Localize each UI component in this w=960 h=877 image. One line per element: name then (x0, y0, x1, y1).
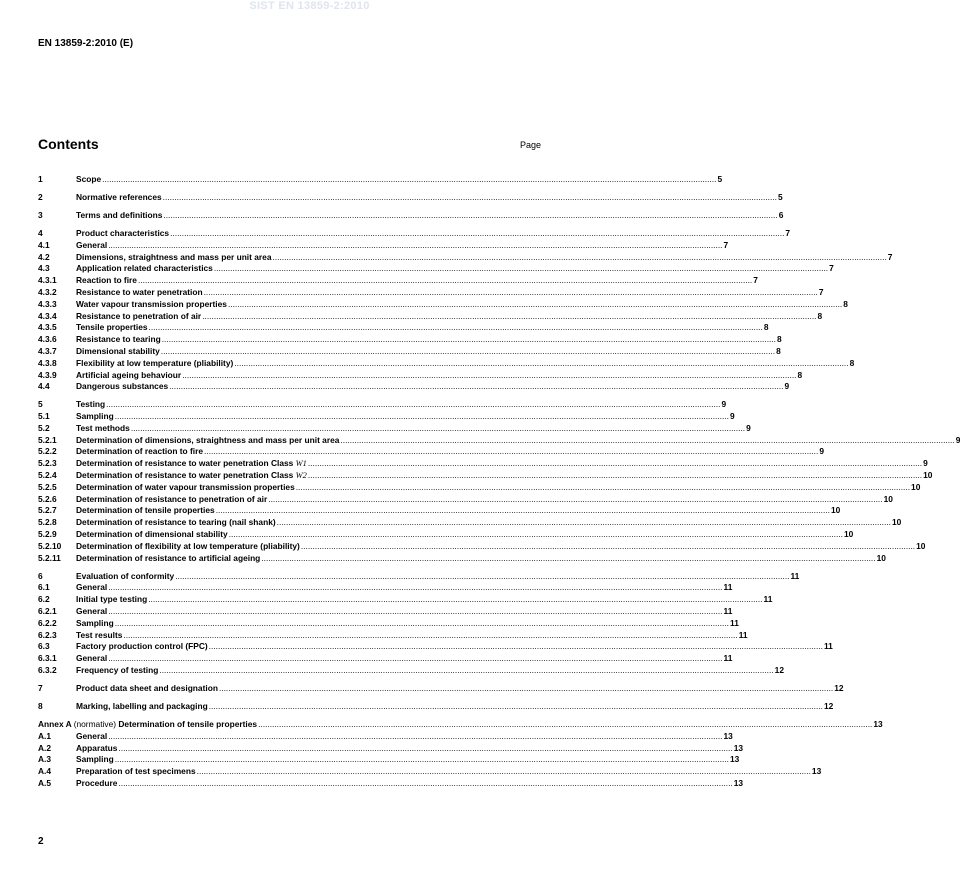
dot-leader (148, 594, 762, 606)
toc-entry-title (76, 470, 307, 482)
toc-entry-number: 4.3.1 (38, 275, 57, 286)
toc-entry-title-text: Determination of reaction to fire (76, 446, 204, 457)
toc-entry-title (76, 630, 122, 642)
toc-entry[interactable] (38, 251, 893, 264)
toc-entry[interactable] (38, 766, 822, 778)
toc-entry-title-text: Marking, labelling and packaging (76, 700, 208, 711)
toc-entry-page: 11 (730, 617, 739, 628)
toc-entry-number: 4.3.2 (38, 286, 57, 297)
dot-leader (197, 766, 811, 778)
dot-leader (308, 458, 922, 470)
toc-entry-page: 11 (723, 653, 733, 664)
document-id: EN 13859-2:2010 (E) (38, 38, 134, 49)
dot-leader (106, 399, 720, 411)
dot-leader (170, 228, 784, 240)
toc-entry-title-text: Application related characteristics (76, 263, 213, 274)
table-of-contents (38, 174, 960, 790)
toc-entry-title (76, 192, 162, 204)
toc-entry[interactable] (38, 653, 733, 665)
dot-leader (118, 743, 732, 755)
toc-entry-page: 6 (778, 209, 784, 220)
toc-entry-page: 12 (774, 665, 784, 676)
dot-leader (204, 446, 818, 458)
toc-entry-title-text: Dimensions, straightness and mass per unit area (76, 251, 272, 262)
toc-entry-title (76, 399, 105, 411)
dot-leader (204, 287, 818, 299)
toc-entry-title (76, 743, 117, 755)
toc-entry[interactable] (38, 570, 800, 583)
toc-entry-number: 5.1 (38, 411, 50, 422)
toc-entry-page: 13 (873, 718, 883, 729)
toc-entry[interactable] (38, 641, 833, 653)
toc-entry[interactable] (38, 493, 893, 506)
toc-entry-title-text: General (76, 653, 108, 664)
toc-entry-title-text: General (76, 730, 108, 741)
toc-entry-title (76, 494, 267, 506)
dot-leader (108, 606, 722, 618)
toc-entry-page: 9 (923, 458, 928, 469)
toc-entry-number: 5.2.5 (38, 481, 57, 492)
toc-entry[interactable] (38, 594, 773, 606)
dot-leader (277, 517, 891, 529)
toc-entry-title (76, 754, 114, 766)
toc-entry-page: 9 (955, 434, 960, 445)
toc-entry-title (76, 653, 107, 665)
page-number: 2 (38, 836, 44, 847)
toc-entry-title (76, 287, 203, 299)
toc-entry-title (76, 346, 160, 358)
toc-entry[interactable] (38, 606, 733, 618)
toc-entry-title-text: Initial type testing (76, 594, 148, 605)
toc-entry-number: 4.3.9 (38, 369, 57, 380)
toc-entry-number: 5.2.1 (38, 434, 57, 445)
toc-entry-title (76, 263, 213, 275)
toc-entry-number: 5.2.10 (38, 540, 62, 551)
dot-leader (308, 470, 922, 482)
toc-entry-title (76, 482, 295, 494)
toc-entry[interactable] (38, 458, 928, 470)
toc-entry-title (76, 606, 107, 618)
toc-entry-title-text: Product data sheet and designation (76, 683, 218, 693)
toc-entry-page: 8 (849, 357, 855, 368)
toc-entry-number: 6.3.2 (38, 665, 57, 676)
toc-entry-title (76, 311, 201, 323)
toc-entry-page: 11 (723, 606, 733, 617)
toc-entry[interactable] (38, 334, 782, 346)
dot-leader (138, 275, 752, 287)
toc-entry-title (76, 299, 227, 311)
toc-entry[interactable] (38, 434, 960, 447)
toc-entry-page: 13 (733, 742, 744, 753)
toc-entry[interactable] (38, 629, 748, 642)
toc-entry-number: 2 (38, 191, 43, 202)
toc-entry[interactable] (38, 298, 848, 311)
class-symbol: W2 (295, 471, 307, 481)
toc-entry-title-text: Apparatus (76, 742, 118, 753)
toc-entry-title (76, 435, 339, 447)
dot-leader (296, 482, 910, 494)
toc-entry-number: 3 (38, 209, 43, 220)
toc-entry-number: 5.2.11 (38, 552, 61, 563)
toc-entry-title-text: Preparation of test specimens (76, 766, 196, 777)
toc-entry-page: 9 (721, 399, 727, 410)
toc-entry-title (76, 683, 218, 695)
toc-entry-title (76, 553, 260, 565)
toc-entry-title-text: Water vapour transmission properties (76, 298, 227, 309)
toc-entry-page: 12 (834, 683, 844, 693)
toc-entry-title (76, 665, 158, 677)
dot-leader (268, 494, 882, 506)
toc-entry-title (76, 322, 148, 334)
toc-entry[interactable] (38, 718, 883, 731)
toc-entry-page: 7 (753, 275, 758, 286)
toc-entry-title-text: Tensile properties (76, 322, 148, 333)
toc-entry-page: 13 (811, 766, 822, 777)
toc-entry-page: 8 (843, 298, 848, 309)
toc-entry-title (76, 240, 107, 252)
toc-entry[interactable] (38, 700, 834, 713)
toc-entry-title-text: Evaluation of conformity (76, 570, 175, 581)
dot-leader (118, 778, 732, 790)
toc-entry-number: 5.2.7 (38, 505, 57, 516)
toc-entry-page: 7 (723, 239, 729, 250)
dot-leader (214, 263, 828, 275)
toc-entry-title (76, 174, 101, 186)
toc-entry-page: 5 (777, 191, 783, 202)
toc-entry-page: 13 (733, 777, 744, 788)
dot-leader (108, 582, 722, 594)
dot-leader (209, 701, 823, 713)
toc-entry-title (38, 719, 257, 731)
toc-entry[interactable] (38, 357, 855, 370)
toc-entry-title (76, 701, 208, 713)
toc-entry-page: 11 (738, 629, 748, 640)
toc-entry-number: 5.2.2 (38, 446, 57, 457)
toc-entry-number: 4.3.7 (38, 345, 57, 356)
toc-entry-page: 10 (830, 505, 841, 516)
toc-entry[interactable] (38, 227, 791, 240)
toc-entry-title (76, 778, 117, 790)
dot-leader (108, 653, 722, 665)
toc-entry-number: A.3 (38, 754, 52, 765)
toc-entry-title-text: General (76, 239, 108, 250)
toc-entry-title-text: Dangerous substances (76, 381, 169, 392)
toc-entry-page: 9 (784, 381, 790, 392)
toc-entry-number: 5.2 (38, 422, 50, 433)
toc-entry-page: 11 (723, 582, 733, 593)
toc-entry-title-text: Determination of resistance to water penetration Class (76, 470, 294, 481)
toc-entry-page: 9 (819, 446, 825, 457)
toc-entry-number: A.5 (38, 777, 52, 788)
toc-entry-page: 11 (763, 594, 773, 605)
toc-entry-title (76, 210, 162, 222)
toc-entry-page: 8 (776, 345, 781, 356)
toc-entry-number: 6.2.2 (38, 617, 57, 628)
toc-entry-title-text: Determination of dimensional stability (76, 529, 228, 540)
toc-entry[interactable] (38, 411, 735, 423)
toc-entry[interactable] (38, 505, 841, 517)
dot-leader (123, 630, 737, 642)
dot-leader (234, 358, 848, 370)
toc-entry[interactable] (38, 517, 902, 529)
toc-entry-number: 4.3.5 (38, 322, 57, 333)
toc-entry-number: 5.2.9 (38, 529, 57, 540)
toc-entry[interactable] (38, 310, 823, 323)
toc-entry-page: 10 (876, 552, 886, 563)
toc-entry-number: 6.3 (38, 641, 50, 652)
toc-entry-number: A.1 (38, 730, 52, 741)
toc-entry[interactable] (38, 481, 921, 494)
toc-entry-number: 4.3.3 (38, 298, 57, 309)
toc-entry-page: 11 (823, 641, 833, 652)
toc-entry-title (76, 370, 181, 382)
dot-leader (159, 665, 773, 677)
toc-entry-number: 8 (38, 700, 43, 711)
dot-leader (163, 210, 777, 222)
toc-entry-page: 10 (844, 529, 854, 540)
dot-leader (209, 641, 823, 653)
toc-entry[interactable] (38, 345, 781, 358)
toc-entry-title-text: Dimensional stability (76, 345, 160, 356)
toc-entry[interactable] (38, 777, 744, 790)
toc-entry-title-text: Determination of resistance to penetration of air (76, 493, 268, 504)
toc-entry-title (76, 505, 215, 517)
toc-entry-title-text: Determination of water vapour transmission properties (76, 481, 295, 492)
toc-entry-number: 6.3.1 (38, 653, 57, 664)
toc-entry-number: 6.2 (38, 594, 50, 605)
toc-entry-number: 4.3.6 (38, 334, 57, 345)
toc-entry-title (76, 381, 168, 393)
toc-entry-page: 7 (785, 227, 791, 238)
contents-title: Contents (38, 136, 99, 152)
toc-entry-title-text: Sampling (76, 617, 114, 628)
toc-entry-title-text: Resistance to tearing (76, 334, 161, 345)
dot-leader (272, 252, 886, 264)
toc-entry-title-text: Determination of resistance to artificial ageing (76, 552, 261, 563)
toc-entry-title-text: Factory production control (FPC) (76, 641, 208, 652)
toc-entry-number: 6 (38, 570, 43, 581)
toc-entry-title (76, 571, 174, 583)
toc-entry-title-text: Determination of tensile properties (76, 505, 215, 516)
toc-entry-title-text: Scope (76, 174, 102, 184)
toc-entry-page: 8 (797, 369, 803, 380)
toc-entry-title-text: Resistance to water penetration (76, 286, 203, 297)
toc-entry-title (76, 517, 276, 529)
dot-leader (258, 719, 872, 731)
toc-entry-page: 10 (916, 540, 926, 551)
toc-entry-page: 10 (911, 481, 921, 492)
toc-entry-title (76, 411, 114, 423)
toc-entry[interactable] (38, 422, 751, 435)
toc-entry-number: A.2 (38, 742, 52, 753)
toc-entry-title-text: Determination of flexibility at low temperature (pliability) (76, 540, 300, 551)
toc-entry-title (76, 446, 203, 458)
toc-entry-title (76, 458, 307, 470)
toc-entry[interactable] (38, 239, 729, 252)
toc-entry[interactable] (38, 263, 834, 275)
dot-leader (108, 731, 722, 743)
toc-entry-page: 13 (730, 754, 740, 765)
toc-entry-title-text: Testing (76, 399, 106, 410)
toc-entry-title-text: Determination of dimensions, straightness and mass per unit area (76, 434, 340, 445)
toc-entry-title (76, 358, 233, 370)
toc-entry-title (76, 541, 300, 553)
dot-leader (261, 553, 875, 565)
toc-entry-page: 10 (923, 470, 933, 481)
toc-entry[interactable] (38, 529, 854, 541)
dot-leader (216, 505, 830, 517)
toc-entry[interactable] (38, 369, 803, 382)
toc-entry-title (76, 594, 147, 606)
toc-entry[interactable] (38, 540, 926, 553)
toc-entry-title (76, 275, 137, 287)
toc-entry-page: 12 (824, 700, 834, 711)
dot-leader (115, 411, 729, 423)
toc-entry-number: 5.2.4 (38, 470, 57, 481)
toc-entry[interactable] (38, 174, 723, 186)
dot-leader (102, 174, 716, 186)
toc-entry[interactable] (38, 381, 790, 393)
toc-entry-number: 5 (38, 399, 43, 410)
toc-entry-page: 9 (746, 422, 751, 433)
toc-entry-number: A.4 (38, 766, 52, 777)
toc-entry-title-text: Frequency of testing (76, 665, 159, 676)
toc-entry-title (76, 766, 196, 778)
toc-entry-title-text: Normative references (76, 191, 162, 202)
toc-entry-page: 8 (817, 310, 823, 321)
dot-leader (219, 683, 833, 695)
toc-entry-title-text: Determination of resistance to tearing (nail shank) (76, 517, 276, 528)
toc-entry-title-text: Reaction to fire (76, 275, 137, 286)
dot-leader (229, 529, 843, 541)
toc-entry-title-text: Terms and definitions (76, 209, 163, 220)
toc-entry-title (76, 252, 271, 264)
dot-leader (162, 334, 776, 346)
toc-entry-title (76, 582, 107, 594)
toc-entry-title-text: Test methods (76, 422, 130, 433)
annex-title: Determination of tensile properties (118, 718, 258, 729)
toc-entry-title-text: Determination of resistance to water penetration Class (76, 458, 294, 469)
toc-entry[interactable] (38, 742, 744, 755)
toc-entry-title (76, 731, 107, 743)
toc-entry-number: 4.1 (38, 239, 50, 250)
toc-entry-page: 8 (763, 322, 769, 333)
toc-entry-number: 5.2.8 (38, 517, 57, 528)
class-symbol: W1 (295, 459, 307, 469)
page-column-label: Page (520, 140, 542, 150)
watermark: SIST EN 13859-2:2010 (249, 0, 370, 12)
dot-leader (163, 192, 777, 204)
toc-entry[interactable] (38, 754, 740, 766)
dot-leader (175, 571, 789, 583)
toc-entry-title-text: Sampling (76, 754, 114, 765)
dot-leader (202, 311, 816, 323)
toc-entry-title (76, 423, 130, 435)
toc-entry-number: 4.3 (38, 263, 50, 274)
toc-entry-number: 6.2.1 (38, 606, 57, 617)
toc-entry[interactable] (38, 683, 844, 695)
toc-entry-number: 4.4 (38, 381, 50, 392)
toc-entry-title (76, 529, 228, 541)
dot-leader (340, 435, 954, 447)
dot-leader (161, 346, 775, 358)
toc-entry-title-text: Sampling (76, 411, 114, 422)
toc-entry-page: 10 (891, 517, 902, 528)
toc-entry-number: 1 (38, 174, 43, 184)
toc-entry-title-text: General (76, 606, 108, 617)
toc-entry-title-text: Resistance to penetration of air (76, 310, 202, 321)
toc-entry-page: 11 (790, 570, 800, 581)
toc-entry-page: 5 (717, 174, 723, 184)
toc-entry[interactable] (38, 470, 933, 482)
toc-entry-page: 10 (883, 493, 893, 504)
toc-entry[interactable] (38, 209, 784, 222)
toc-entry-number: 6.2.3 (38, 629, 57, 640)
toc-entry-page: 13 (723, 730, 733, 741)
toc-entry-title-text: Product characteristics (76, 227, 170, 238)
dot-leader (182, 370, 796, 382)
toc-entry-title-text: Flexibility at low temperature (pliability) (76, 357, 234, 368)
toc-entry-number: 7 (38, 683, 43, 693)
annex-label: Annex A (38, 718, 72, 729)
toc-entry-page: 9 (730, 411, 735, 422)
dot-leader (108, 240, 722, 252)
dot-leader (149, 322, 763, 334)
toc-entry[interactable] (38, 322, 769, 334)
toc-entry-page: 8 (777, 334, 782, 345)
toc-entry-title (76, 618, 114, 630)
dot-leader (301, 541, 915, 553)
toc-entry-title-text: Procedure (76, 777, 118, 788)
toc-entry-page: 7 (818, 286, 824, 297)
annex-note: (normative) (73, 718, 117, 729)
toc-entry[interactable] (38, 730, 733, 743)
dot-leader (115, 618, 729, 630)
toc-entry-number: 5.2.3 (38, 458, 57, 469)
toc-entry[interactable] (38, 617, 739, 630)
toc-entry[interactable] (38, 286, 824, 299)
dot-leader (169, 381, 783, 393)
toc-entry[interactable] (38, 552, 886, 565)
toc-entry-number: 6.1 (38, 582, 50, 593)
toc-entry[interactable] (38, 191, 783, 204)
toc-entry-number: 4 (38, 227, 43, 238)
toc-entry-title-text: General (76, 582, 108, 593)
toc-entry[interactable] (38, 275, 758, 287)
toc-entry-page: 7 (887, 251, 893, 262)
toc-entry-title (76, 641, 208, 653)
dot-leader (131, 423, 745, 435)
toc-entry[interactable] (38, 399, 727, 411)
toc-entry-title-text: Artificial ageing behaviour (76, 369, 182, 380)
toc-entry-title (76, 334, 161, 346)
toc-entry-number: 4.3.4 (38, 310, 57, 321)
toc-entry[interactable] (38, 446, 825, 458)
toc-entry-number: 4.2 (38, 251, 50, 262)
toc-entry-number: 4.3.8 (38, 357, 57, 368)
dot-leader (228, 299, 842, 311)
toc-entry-title (76, 228, 169, 240)
dot-leader (115, 754, 729, 766)
toc-entry[interactable] (38, 582, 733, 594)
toc-entry-title-text: Test results (76, 629, 123, 640)
toc-entry-page: 7 (829, 263, 834, 274)
toc-entry[interactable] (38, 665, 784, 677)
toc-entry-number: 5.2.6 (38, 493, 57, 504)
